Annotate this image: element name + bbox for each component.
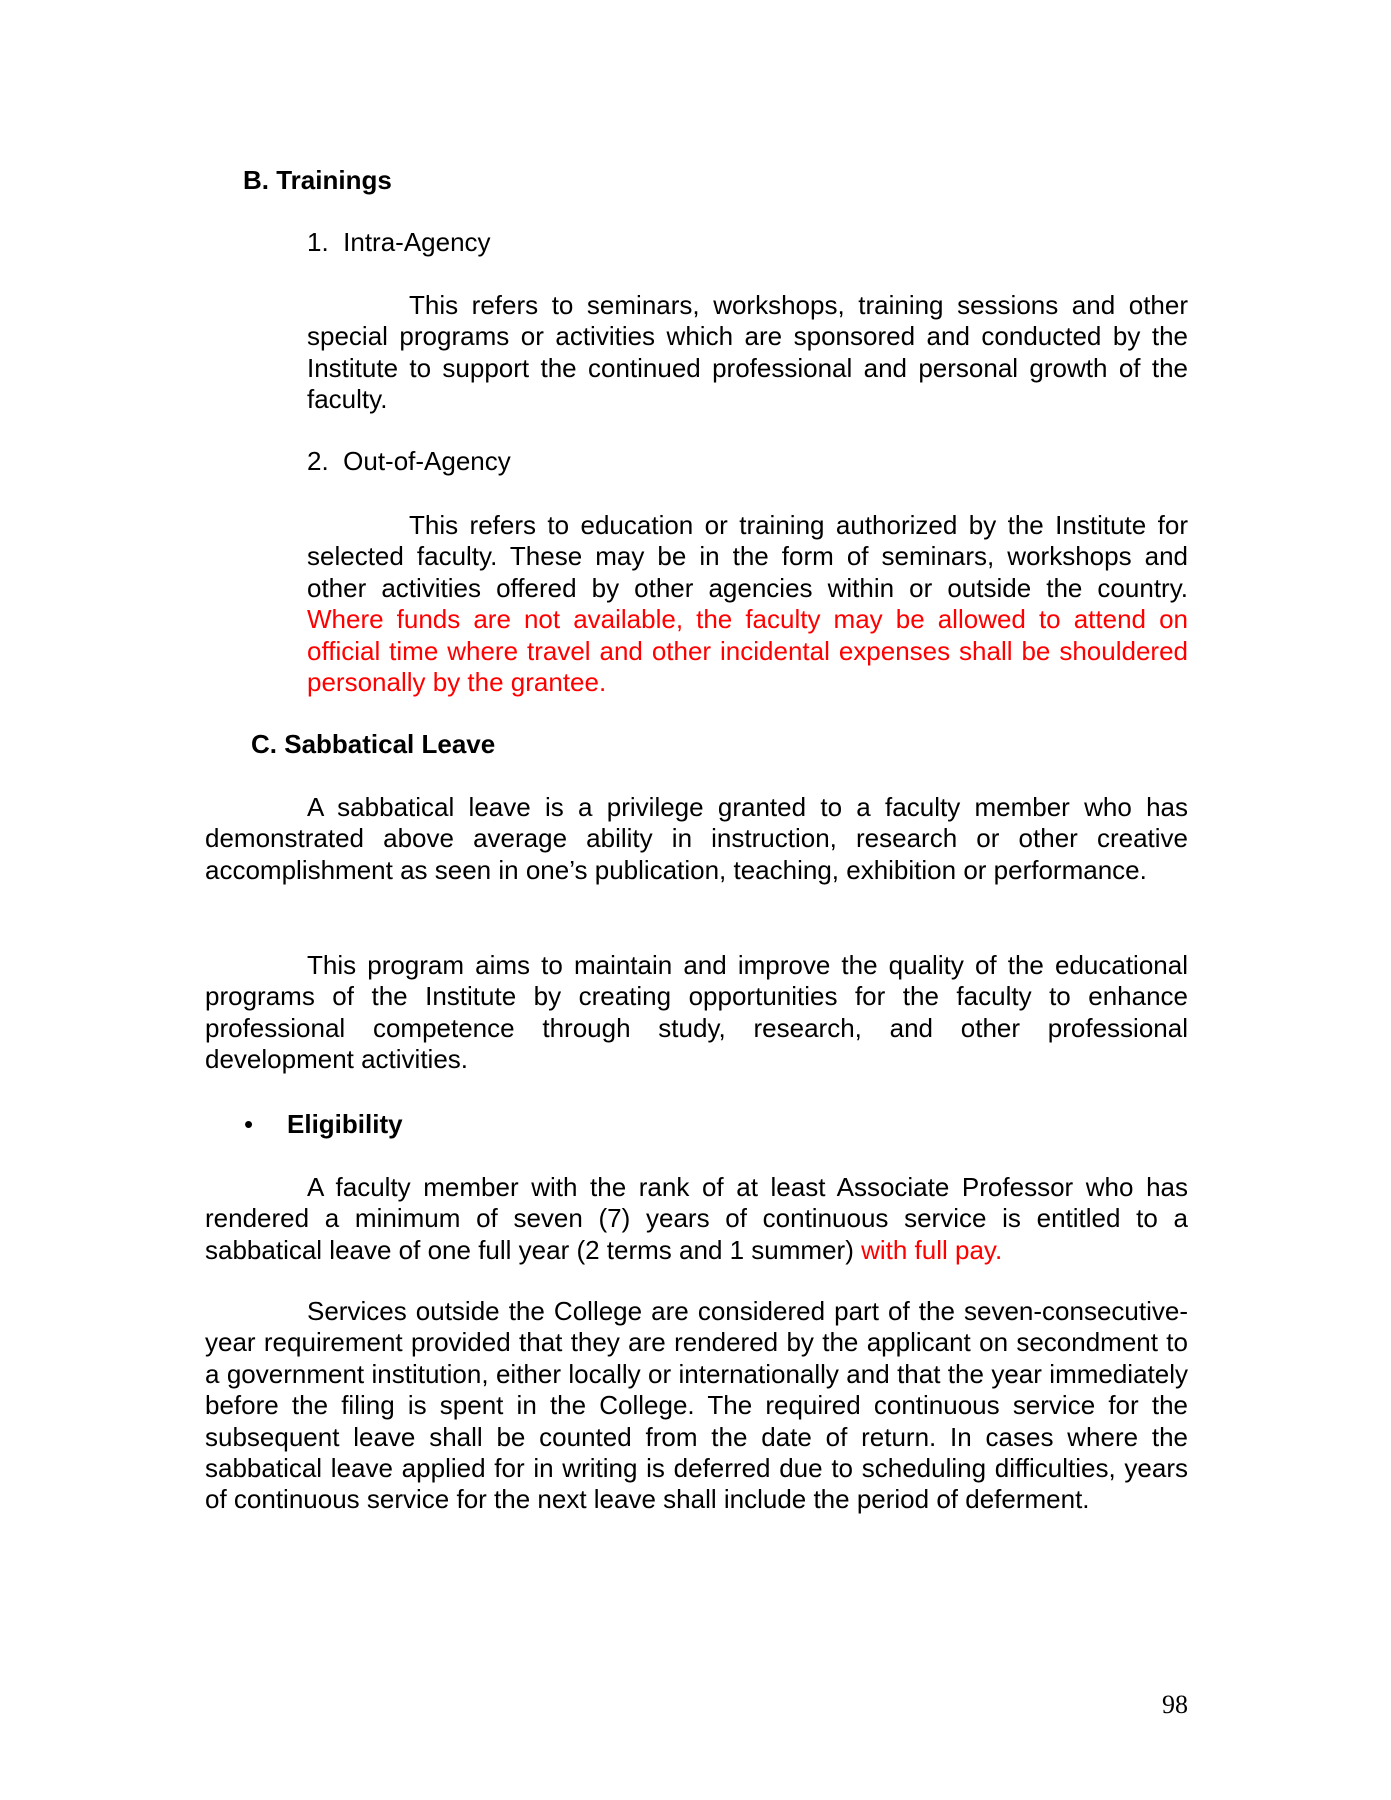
list-number: 2. <box>307 446 329 476</box>
eligibility-paragraph-2: Services outside the College are considered part of the seven-consecutive-year requirement provided that they are rendered by the applicant on secondment to a government institution, either locally or internationally and that the year immediately before the filing is spent in the College. The required continuous service for the subsequent leave shall be counted from the date of return. In cases where the sabbatical leave applied for in writing is deferred due to scheduling difficulties, years of continuous service for the next leave shall include the period of deferment. <box>205 1296 1188 1515</box>
bullet-icon: • <box>244 1109 254 1139</box>
sabbatical-paragraph-2: This program aims to maintain and improve the quality of the educational programs of the Institute by creating opportunities for the faculty to enhance professional competence through study, research, and other professional development activities. <box>205 950 1188 1075</box>
list-item-intra-agency <box>307 227 491 258</box>
paragraph-text: This refers to education or training authorized by the Institute for selected faculty. These may be in the form of seminars, workshops and other activities offered by other agencies within or outside the country. <box>307 510 1188 603</box>
list-number: 1. <box>307 227 329 257</box>
eligibility-heading <box>244 1109 403 1140</box>
intra-agency-paragraph: This refers to seminars, workshops, training sessions and other special programs or activities which are sponsored and conducted by the Institute to support the continued professional and personal growth of the faculty. <box>307 290 1188 415</box>
out-of-agency-paragraph <box>307 510 1188 698</box>
highlighted-text: Where funds are not available, the faculty may be allowed to attend on official time where travel and other incidental expenses shall be shouldered personally by the grantee. <box>307 604 1188 698</box>
highlighted-text: with full pay. <box>861 1234 1003 1265</box>
eligibility-title: Eligibility <box>287 1109 403 1139</box>
paragraph-text: A faculty member with the rank of at least Associate Professor who has rendered a minimum of seven (7) years of continuous service is entitled to a sabbatical leave of one full year (2 terms and 1 summer) <box>205 1172 1188 1265</box>
list-title: Intra-Agency <box>343 227 491 257</box>
list-item-out-of-agency <box>307 446 511 477</box>
sabbatical-paragraph-1: A sabbatical leave is a privilege granted to a faculty member who has demonstrated above average ability in instruction, research or other creative accomplishment as seen in one’s publication, teaching, exhibition or performance. <box>205 792 1188 885</box>
eligibility-paragraph-1 <box>205 1172 1188 1266</box>
page-number: 98 <box>1162 1690 1188 1719</box>
list-title: Out-of-Agency <box>343 446 511 476</box>
section-c-heading: C. Sabbatical Leave <box>251 729 496 759</box>
section-b-heading: B. Trainings <box>243 165 392 195</box>
